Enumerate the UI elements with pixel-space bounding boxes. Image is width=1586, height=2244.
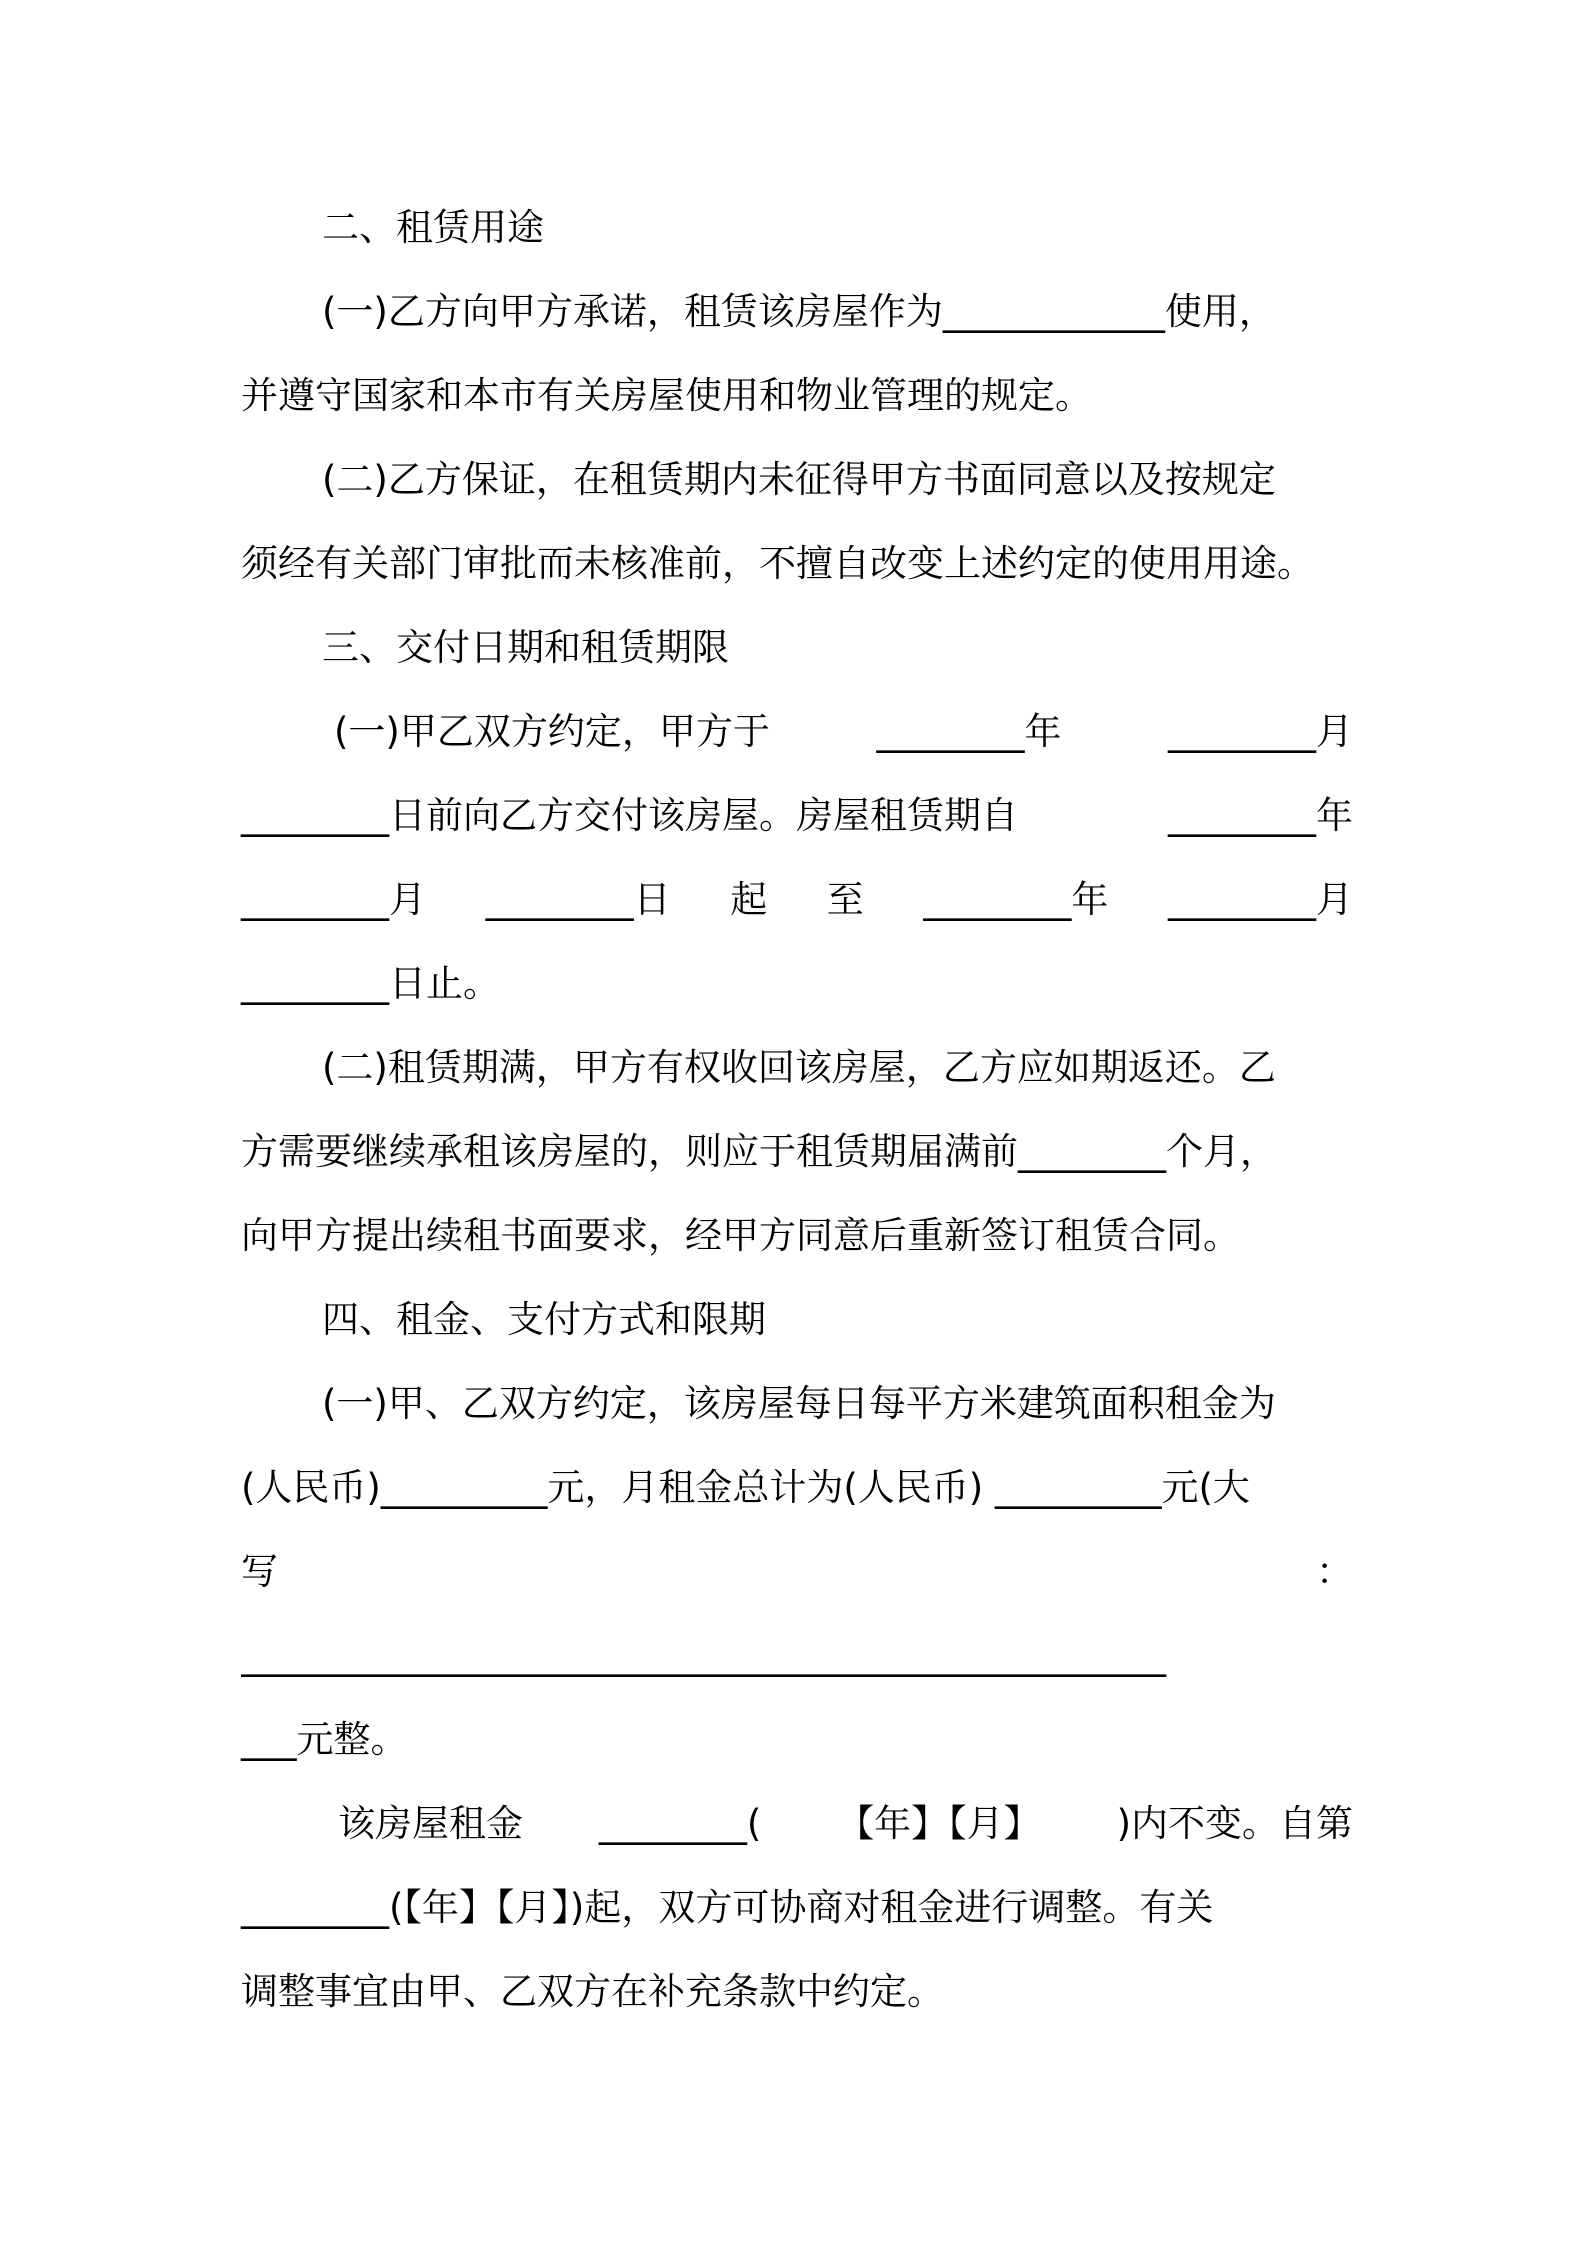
paragraph-2-2-line-2: 须经有关部门审批而未核准前，不擅自改变上述约定的使用用途。	[241, 542, 1314, 585]
text-segment: 【年】【月】	[837, 1802, 1041, 1845]
paragraph-3-2-line-3: 向甲方提出续租书面要求，经甲方同意后重新签订租赁合同。	[241, 1214, 1240, 1257]
section-2-heading: 二、租赁用途	[322, 206, 544, 249]
text-segment: 写	[241, 1550, 278, 1593]
paragraph-4-2-line-2: ________(【年】【月】)起，双方可协商对租金进行调整。有关	[241, 1886, 1214, 1929]
paragraph-4-1-line-4: __________________________________________________	[241, 1634, 1166, 1677]
text-segment: (一)甲乙双方约定，甲方于	[334, 710, 770, 753]
paragraph-4-1-line-5: ___元整。	[241, 1718, 408, 1761]
text-segment: 起	[730, 878, 768, 921]
text-segment: ________日前向乙方交付该房屋。房屋租赁期自	[241, 794, 1018, 837]
text-segment: 该房屋租金	[338, 1802, 523, 1845]
year-blank: ________年	[1168, 794, 1353, 837]
month-blank: ________月	[1167, 878, 1353, 921]
paragraph-4-1-line-3	[241, 1530, 1353, 1614]
paragraph-3-2-line-2: 方需要继续承租该房屋的，则应于租赁期届满前________个月，	[241, 1130, 1277, 1173]
paragraph-3-1-line-4: ________日止。	[241, 962, 500, 1005]
rent-period-blank: ________(	[598, 1802, 762, 1845]
paragraph-2-1-line-2: 并遵守国家和本市有关房屋使用和物业管理的规定。	[241, 374, 1092, 417]
text-segment: 至	[826, 878, 864, 921]
paragraph-4-2-line-3: 调整事宜由甲、乙双方在补充条款中约定。	[241, 1970, 944, 2013]
month-blank: ________月	[241, 878, 426, 921]
paragraph-4-1-line-2: (人民币)_________元，月租金总计为(人民币) _________元(大	[241, 1466, 1250, 1509]
paragraph-4-1-line-1: (一)甲、乙双方约定，该房屋每日每平方米建筑面积租金为	[322, 1382, 1276, 1425]
paragraph-4-2-line-1	[338, 1782, 1353, 1866]
paragraph-3-1-line-3	[241, 858, 1353, 942]
section-3-heading: 三、交付日期和租赁期限	[322, 626, 729, 669]
colon: ：	[1316, 1550, 1353, 1593]
year-blank: ________年	[876, 710, 1062, 753]
paragraph-2-2-line-1: (二)乙方保证，在租赁期内未征得甲方书面同意以及按规定	[322, 458, 1276, 501]
paragraph-3-1-line-2	[241, 774, 1353, 858]
paragraph-3-2-line-1: (二)租赁期满，甲方有权收回该房屋，乙方应如期返还。乙	[322, 1046, 1276, 1089]
section-4-heading: 四、租金、支付方式和限期	[322, 1298, 766, 1341]
month-blank: ________月	[1168, 710, 1353, 753]
paragraph-2-1-line-1: (一)乙方向甲方承诺，租赁该房屋作为____________使用，	[322, 290, 1276, 333]
day-blank: ________日	[485, 878, 671, 921]
paragraph-3-1-line-1	[334, 690, 1353, 774]
text-segment: )内不变。自第	[1116, 1802, 1353, 1845]
year-blank: ________年	[923, 878, 1109, 921]
